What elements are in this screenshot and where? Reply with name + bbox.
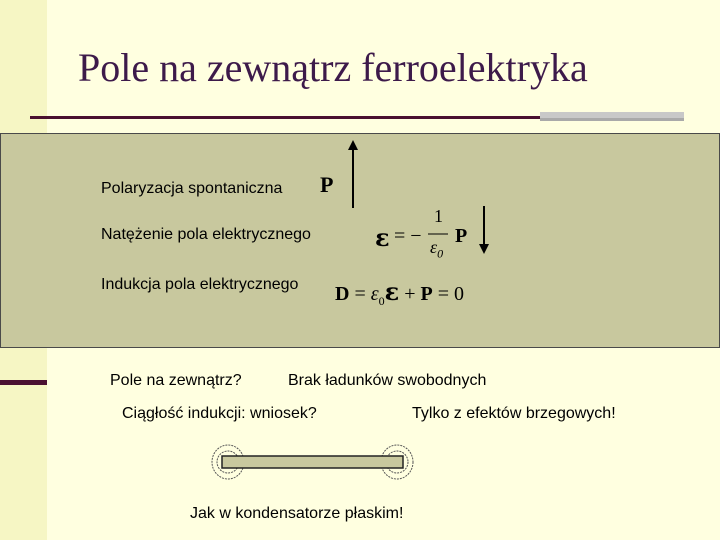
field-down-arrow-icon <box>479 206 489 254</box>
fraction-denominator: $\varepsilon_0$ <box>430 237 444 261</box>
edge-effects-answer: Tylko z efektów brzegowych! <box>412 405 616 422</box>
field-P-symbol: P <box>455 225 468 247</box>
title-decorative-bar-shadow <box>540 118 684 121</box>
field-equals-minus: = − <box>394 225 422 247</box>
induction-formula: $D = \varepsilon_0\varepsilon + P = 0$ <box>335 277 464 308</box>
fraction-numerator: 1 <box>434 206 443 226</box>
no-free-charges-answer: Brak ładunków swobodnych <box>288 372 487 389</box>
slide-title: Pole na zewnątrz ferroelektryka <box>78 45 588 90</box>
field-strength-label: Natężenie pola elektrycznego <box>101 226 311 243</box>
polarization-up-arrow-icon <box>348 140 358 210</box>
title-underline <box>30 116 540 119</box>
polarization-label: Polaryzacja spontaniczna <box>101 180 283 197</box>
ferroelectric-slab-field-lines-diagram <box>205 437 425 487</box>
continuity-question: Ciągłość indukcji: wniosek? <box>122 405 317 422</box>
polarization-symbol: P <box>320 172 334 197</box>
fraction-bar <box>428 233 448 235</box>
induction-label: Indukcja pola elektrycznego <box>101 276 299 293</box>
left-accent-bar <box>0 380 47 385</box>
outside-field-question: Pole na zewnątrz? <box>110 372 242 389</box>
capacitor-conclusion: Jak w kondensatorze płaskim! <box>190 505 404 522</box>
field-E-symbol: ε <box>375 223 390 252</box>
